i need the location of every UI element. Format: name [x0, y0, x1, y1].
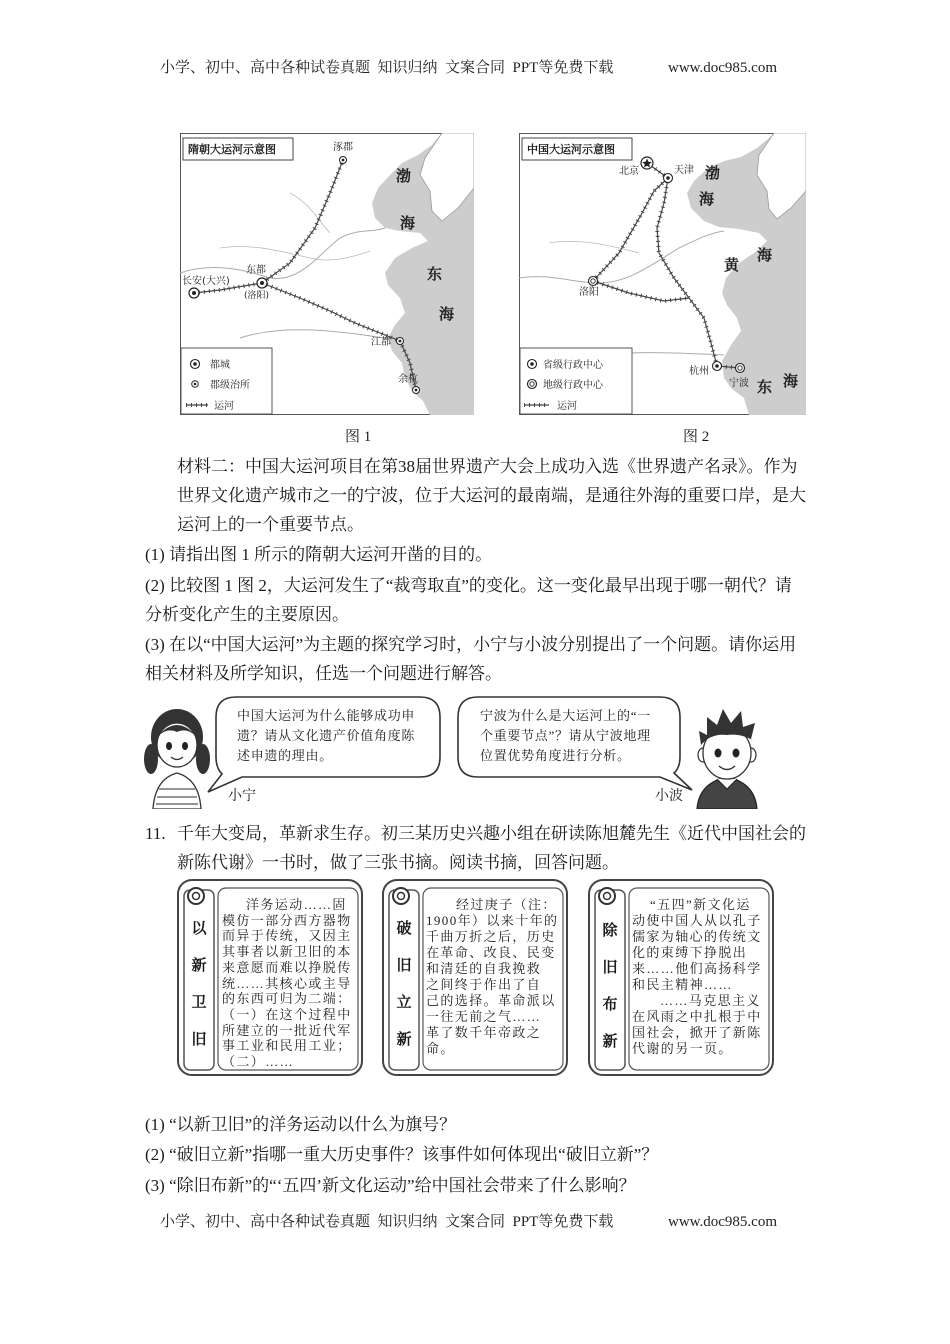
- label-tianjin: 天津: [674, 165, 694, 176]
- label-dongdu: 东都: [246, 265, 266, 276]
- card-line: 模仿一部分西方器物: [222, 912, 352, 928]
- bubble-right-line: 位置优势角度进行分析。: [480, 748, 631, 763]
- map-title: 中国大运河示意图: [527, 143, 615, 156]
- map-title: 隋朝大运河示意图: [188, 143, 276, 156]
- card-label: 以新卫旧: [191, 919, 207, 1048]
- card-line: 来……他们高扬科学: [632, 961, 762, 976]
- question-number: 11.: [145, 824, 166, 843]
- label-zhuojun: 涿郡: [333, 142, 353, 153]
- prefecture-city-icon: [413, 387, 420, 394]
- card-text: [222, 897, 352, 1070]
- card-line: 命。: [426, 1041, 455, 1056]
- map-legend: [181, 348, 272, 414]
- legend-prefecture: 郡级治所: [210, 380, 250, 391]
- sea-label: 海: [439, 305, 455, 323]
- provincial-center-icon: [713, 362, 722, 371]
- sea-label: 海: [757, 246, 773, 264]
- card-line: 动使中国人从以孔子: [632, 913, 762, 928]
- card-text: [426, 897, 558, 1057]
- prefectural-center-icon: [589, 277, 598, 286]
- card-line: 和民主精神……: [632, 977, 733, 992]
- map-legend: [520, 348, 632, 414]
- capital-city-icon: [257, 278, 267, 288]
- figure2-caption: 图 2: [683, 429, 710, 445]
- card-line: 革了数千年帝政之: [426, 1025, 542, 1040]
- footer-text: 小学、初中、高中各种试卷真题 知识归纳 文案合同 PPT等免费下载: [160, 1214, 614, 1230]
- legend-provincial: 省级行政中心: [543, 360, 603, 371]
- header-text: 小学、初中、高中各种试卷真题 知识归纳 文案合同 PPT等免费下载: [160, 60, 614, 76]
- sub-question-3: (3) “除旧布新”的“‘五四’新文化运动”给中国社会带来了什么影响？: [145, 1176, 636, 1195]
- card-line: 的东西可归为二端：: [222, 991, 352, 1007]
- question-2-cont: 分析变化产生的主要原因。: [145, 605, 349, 624]
- question-3-cont: 相关材料及所学知识，任选一个问题进行解答。: [145, 664, 502, 683]
- provincial-center-icon: [664, 174, 673, 183]
- label-changan: 长安(大兴): [182, 276, 230, 287]
- label-luoyang: 洛阳: [579, 287, 599, 298]
- footer-url: www.doc985.com: [668, 1214, 778, 1230]
- card-label: 除旧布新: [602, 921, 618, 1050]
- sui-canal-map: [180, 133, 474, 415]
- card-line: 而异于传统，又因主: [222, 928, 352, 944]
- card-line: 洋务运动……固: [246, 897, 347, 912]
- card-line: 化的束缚下挣脱出: [632, 945, 748, 960]
- sea-label: 海: [783, 372, 799, 390]
- capital-star-icon: [641, 157, 653, 169]
- card-line: 1900年）以来十年的: [426, 913, 559, 928]
- label-beijing: 北京: [619, 166, 639, 177]
- card-line: （二）……: [222, 1054, 295, 1070]
- card-line: 经过庚子（注：: [456, 897, 557, 912]
- sea-label: 东: [427, 265, 443, 283]
- card-text: [632, 897, 762, 1057]
- sea-label: 渤: [705, 164, 721, 182]
- card-line: 和清廷的自我挽救: [426, 961, 542, 976]
- sub-question-1: (1) “以新卫旧”的洋务运动以什么为旗号？: [145, 1115, 457, 1134]
- capital-city-icon: [189, 288, 199, 298]
- question-3: (3) 在以“中国大运河”为主题的探究学习时，小宁与小波分别提出了一个问题。请你运用: [145, 635, 797, 654]
- legend-canal: 运河: [214, 401, 234, 412]
- legend-canal: 运河: [557, 401, 577, 412]
- bubble-right-line: 个重要节点”？请从宁波地理: [480, 728, 651, 743]
- prefecture-city-icon: [340, 157, 347, 164]
- china-grand-canal-map: [519, 133, 806, 415]
- sea-label: 黄: [724, 256, 740, 274]
- speaker-name-right: 小波: [655, 789, 683, 804]
- card-line: 在革命、改良、民变: [426, 945, 556, 960]
- label-ningbo: 宁波: [729, 378, 749, 389]
- material-line: 运河上的一个重要节点。: [177, 515, 364, 534]
- bubble-right-line: 宁波为什么是大运河上的“一: [480, 708, 651, 723]
- figure1-caption: 图 1: [345, 429, 372, 445]
- card-line: 代谢的另一页。: [632, 1041, 733, 1056]
- card-label: 破旧立新: [396, 919, 412, 1048]
- prefectural-center-icon: [736, 364, 745, 373]
- material-line: 世界文化遗产城市之一的宁波，位于大运河的最南端，是通往外海的重要口岸，是大: [177, 486, 806, 505]
- legend-prefectural: 地级行政中心: [543, 380, 603, 391]
- question-stem-line: 新陈代谢》一书时，做了三张书摘。阅读书摘，回答问题。: [177, 853, 619, 872]
- card-line: 统……其核心或主导: [222, 975, 352, 991]
- card-line: 一往无前之气……: [426, 1009, 542, 1024]
- girl-illustration: [141, 699, 213, 809]
- bubble-left-line: 中国大运河为什么能够成功申: [237, 708, 416, 723]
- card-line: 事工业和民用工业；: [222, 1038, 352, 1054]
- legend-capital: 都城: [210, 360, 230, 371]
- question-2: (2) 比较图 1 图 2，大运河发生了“裁弯取直”的变化。这一变化最早出现于哪一朝代？请: [145, 576, 792, 595]
- card-line: 千曲万折之后，历史: [426, 929, 556, 944]
- prefecture-city-icon: [397, 338, 404, 345]
- question-1: (1) 请指出图 1 所示的隋朝大运河开凿的目的。: [145, 545, 493, 564]
- card-line: ……马克思主义: [660, 993, 761, 1008]
- card-line: 之间终于作出了自: [426, 977, 542, 992]
- sea-label: 渤: [396, 167, 412, 185]
- card-line: 所建立的一批近代军: [222, 1022, 352, 1038]
- label-jiangdu: 江都: [371, 337, 391, 348]
- speaker-name-left: 小宁: [228, 789, 256, 804]
- card-line: 己的选择。革命派以: [426, 993, 556, 1008]
- label-hangzhou: 杭州: [689, 366, 709, 377]
- card-line: 儒家为轴心的传统文: [632, 929, 762, 944]
- sub-question-2: (2) “破旧立新”指哪一重大历史事件？该事件如何体现出“破旧立新”？: [145, 1145, 659, 1164]
- card-line: 国社会，掀开了新陈: [632, 1025, 762, 1040]
- label-luoyang: (洛阳): [244, 291, 270, 301]
- bubble-left-line: 遗？请从文化遗产价值角度陈: [237, 728, 416, 743]
- card-line: “五四”新文化运: [650, 897, 751, 912]
- sea-label: 东: [757, 378, 773, 396]
- question-stem-line: 千年大变局，革新求生存。初三某历史兴趣小组在研读陈旭麓先生《近代中国社会的: [177, 824, 806, 843]
- sea-label: 海: [699, 190, 715, 208]
- sea-label: 海: [400, 214, 416, 232]
- card-line: 在风雨之中扎根于中: [632, 1009, 762, 1024]
- header-url: www.doc985.com: [668, 60, 778, 76]
- label-yuhang: 余杭: [398, 374, 418, 385]
- card-line: 其事者以新卫旧的本: [222, 944, 352, 960]
- material-line: 材料二：中国大运河项目在第38届世界遗产大会上成功入选《世界遗产名录》。作为: [177, 457, 798, 476]
- bubble-left-line: 述申遗的理由。: [237, 748, 333, 763]
- card-line: （一）在这个过程中: [222, 1006, 352, 1022]
- boy-illustration: [683, 703, 771, 809]
- card-line: 来意愿而难以挣脱传: [222, 959, 352, 975]
